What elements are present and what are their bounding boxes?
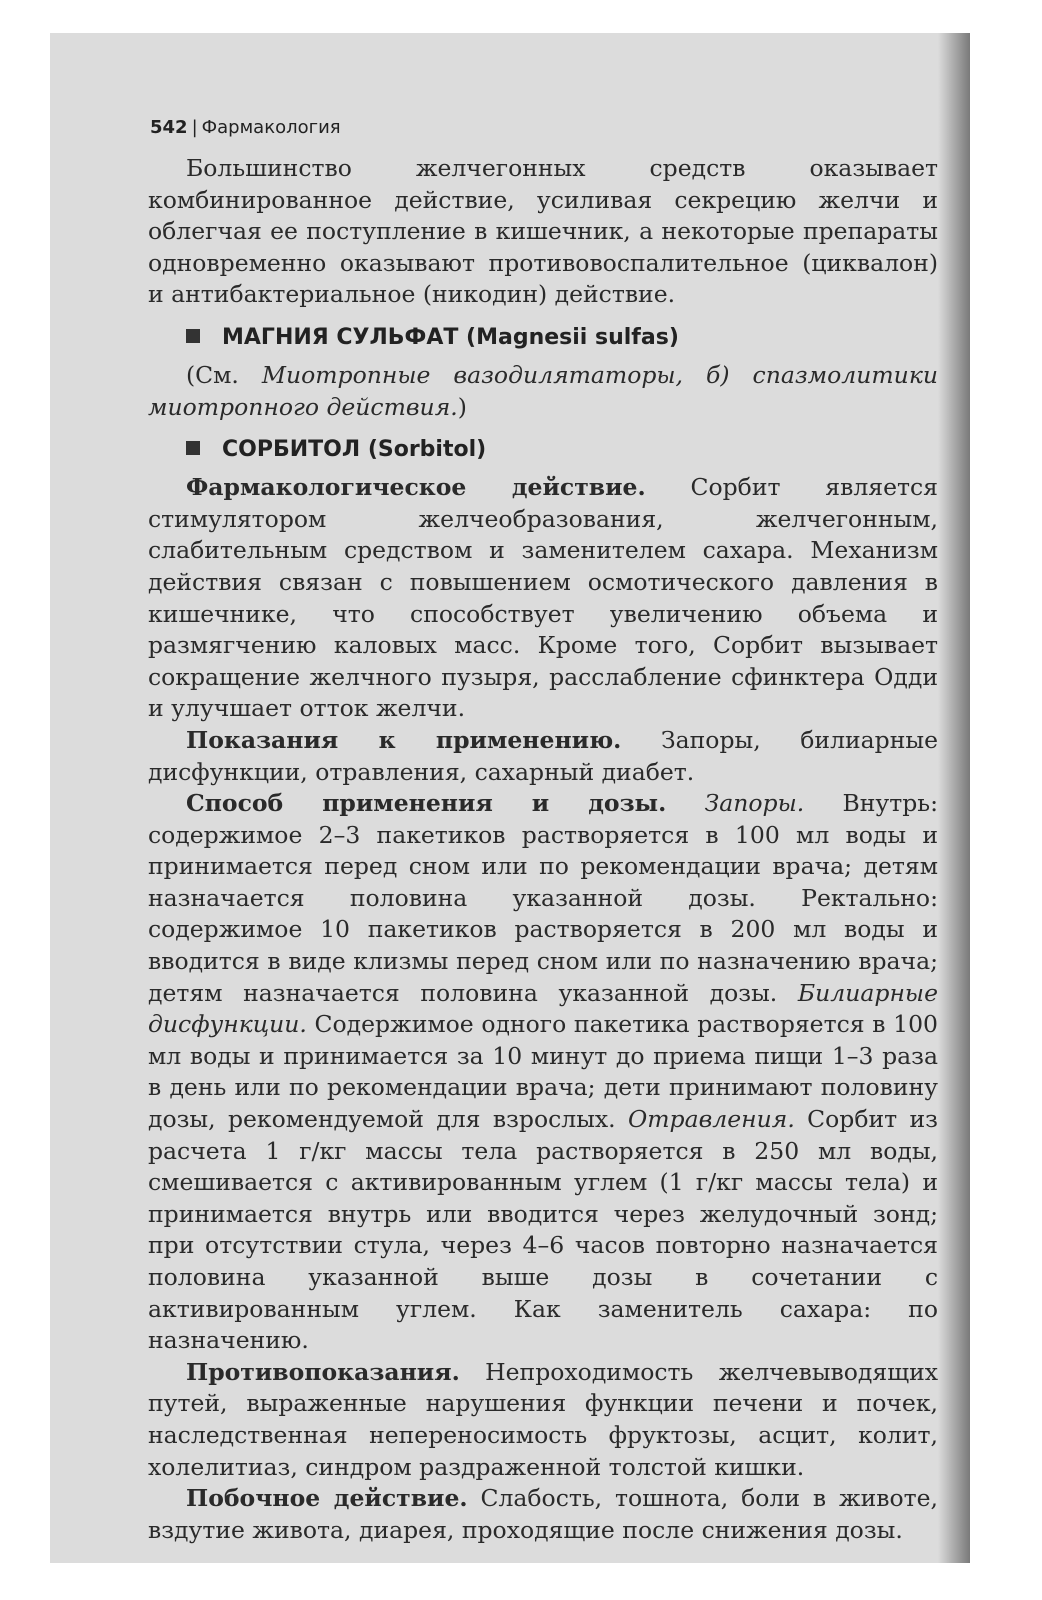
side-text: Слабость, тошнота, боли в животе, вздутие живота, диарея, проходящие после снижения дозы.	[148, 1484, 939, 1544]
contra-text: Непроходимость желчевыводящих путей, выраженные нарушения функции печени и почек, наследственная непереносимость фруктозы, асцит, колит, холелитиаз, синдром раздраженной толстой кишки.	[148, 1357, 938, 1481]
dosage-text-1: Внутрь: содержимое 2–3 пакетиков растворяется в 100 мл воды и принимается перед сном или по рекомендации врача; детям назначается половина указанной дозы. Ректально: содержимое 10 пакетиков растворяется в 200 мл воды и вводится в виде клизмы перед сном или по назначению врача; детям назначается половина указанной дозы.	[148, 789, 938, 1007]
dosage-label: Способ применения и дозы.	[186, 789, 667, 818]
intro-paragraph: Большинство желчегонных средств оказывает комбинированное действие, усиливая секрецию желчи и облегчая ее поступление в кишечник, а некоторые препараты одновременно оказывают противовоспалительное (циквалон) и антибактериальное (никодин) действие.	[148, 154, 938, 309]
ref-italic: Миотропные вазодилятаторы, б) спазмолитики миотропного действия.	[148, 360, 938, 421]
dosage-text-3: Сорбит из расчета 1 г/кг массы тела растворяется в 250 мл воды, смешивается с активированным углем (1 г/кг массы тела) и принимается внутрь или вводится через желудочный зонд; при отсутствии стула, через 4–6 часов повторно назначается половина указанной выше дозы в сочетании с активированным углем. Как заменитель сахара: по назначению.	[148, 1105, 938, 1355]
magnesium-title: МАГНИЯ СУЛЬФАТ	[222, 324, 459, 350]
side-effects-paragraph	[148, 1483, 938, 1546]
indications-text: Запоры, билиарные дисфункции, отравления, сахарный диабет.	[148, 725, 938, 786]
bullet-square-icon	[186, 441, 200, 455]
sorbitol-latin: (Sorbitol)	[367, 437, 487, 463]
dosage-paragraph	[148, 788, 938, 1357]
sorbitol-heading	[186, 435, 938, 465]
section-title: Фармакология	[201, 117, 341, 138]
dosage-constipation: Запоры.	[666, 789, 805, 818]
ref-close: )	[457, 392, 467, 421]
pharmacological-action-paragraph	[148, 472, 938, 725]
dosage-text-2: Содержимое одного пакетика растворяется в 100 мл воды и принимается за 10 минут до приема пищи 1–3 раза в день или по рекомендации врача; дети принимают половину дозы, рекомендуемой для взрослых.	[148, 1010, 938, 1134]
pharm-label: Фармакологическое действие.	[186, 473, 646, 502]
magnesium-reference	[148, 360, 938, 423]
running-head	[150, 115, 938, 141]
side-label: Побочное действие.	[186, 1484, 468, 1513]
dosage-poisoning: Отравления.	[615, 1105, 795, 1134]
pharm-text: Сорбит является стимулятором желчеобразования, желчегонным, слабительным средством и заменителем сахара. Механизм действия связан с повышением осмотического давления в кишечнике, что способствует увеличению объема и размягчению каловых масс. Кроме того, Сорбит вызывает сокращение желчного пузыря, расслабление сфинктера Одди и улучшает отток желчи.	[148, 473, 938, 723]
ref-open: (См.	[186, 360, 262, 389]
contra-label: Противопоказания.	[186, 1357, 460, 1386]
page-number: 542	[150, 117, 188, 138]
indications-paragraph	[148, 725, 938, 788]
contraindications-paragraph	[148, 1357, 938, 1483]
page-content	[148, 115, 938, 1546]
scanned-page	[50, 33, 970, 1563]
running-head-separator: |	[191, 117, 198, 138]
dosage-biliary: Билиарные дисфункции.	[148, 978, 938, 1039]
bullet-square-icon	[186, 329, 200, 343]
indications-label: Показания к применению.	[186, 725, 622, 754]
magnesium-heading	[186, 323, 938, 353]
magnesium-latin: (Magnesii sulfas)	[466, 324, 679, 350]
sorbitol-title: СОРБИТОЛ	[222, 437, 361, 463]
